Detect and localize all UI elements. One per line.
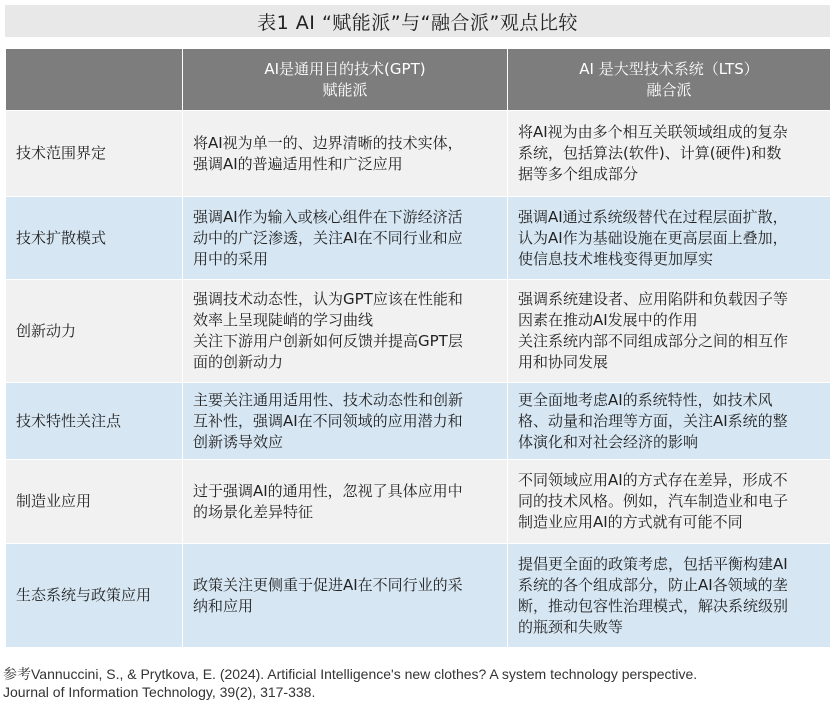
cell-line: 用和协同发展 bbox=[518, 353, 609, 371]
cell-line: 动中的广泛渗透，关注AI在不同行业和应 bbox=[193, 228, 463, 247]
cell-line: 关注下游用户创新如何反馈并提高GPT层 bbox=[193, 332, 463, 350]
cell-line: 强调技术动态性，认为GPT应该在性能和 bbox=[193, 290, 463, 308]
cell-gpt bbox=[183, 111, 508, 197]
cell-line: 强调AI作为输入或核心组件在下游经济活 bbox=[193, 207, 463, 226]
table-header-row bbox=[6, 49, 831, 111]
cell-lts bbox=[508, 280, 831, 383]
cell-line: 的瓶颈和失败等 bbox=[518, 617, 624, 636]
cell-line: 将AI视为由多个相互关联领域组成的复杂 bbox=[518, 123, 788, 141]
row-label: 生态系统与政策应用 bbox=[6, 544, 183, 648]
cell-line: 不同领域应用AI的方式存在差异，形成不 bbox=[518, 471, 788, 489]
row-label: 技术扩散模式 bbox=[6, 197, 183, 280]
cell-gpt bbox=[183, 460, 508, 544]
header-corner-cell bbox=[6, 49, 183, 111]
cell-line: 因素在推动AI发展中的作用 bbox=[518, 311, 698, 329]
cell-line: 互补性，强调AI在不同领域的应用潜力和 bbox=[193, 411, 463, 430]
header-gpt-title: AI是通用目的技术(GPT) bbox=[264, 59, 426, 78]
cell-line: 同的技术风格。例如，汽车制造业和电子 bbox=[518, 492, 789, 510]
cell-line: 强调AI的普遍适用性和广泛应用 bbox=[193, 154, 403, 173]
header-lts bbox=[508, 49, 831, 111]
cell-line: 强调AI通过系统级替代在过程层面扩散， bbox=[518, 207, 788, 226]
cell-line: 系统的各个组成部分，防止AI各领域的垄 bbox=[518, 575, 788, 594]
cell-line: 过于强调AI的通用性，忽视了具体应用中 bbox=[193, 481, 463, 500]
reference-note bbox=[3, 665, 832, 701]
cell-lts bbox=[508, 111, 831, 197]
row-label: 技术范围界定 bbox=[6, 111, 183, 197]
cell-lts bbox=[508, 460, 831, 544]
table-title: 表1 AI “赋能派”与“融合派”观点比较 bbox=[5, 5, 830, 37]
cell-line: 创新诱导效应 bbox=[193, 432, 284, 451]
cell-line: 提倡更全面的政策考虑，包括平衡构建AI bbox=[518, 554, 788, 573]
cell-line: 断，推动包容性治理模式，解决系统级别 bbox=[518, 596, 789, 615]
cell-line: 认为AI作为基础设施在更高层面上叠加， bbox=[518, 228, 788, 247]
header-lts-school: 融合派 bbox=[646, 80, 692, 99]
cell-line: 强调系统建设者、应用陷阱和负载因子等 bbox=[518, 290, 789, 308]
table-row bbox=[6, 280, 831, 383]
table-row bbox=[6, 383, 831, 460]
cell-gpt bbox=[183, 280, 508, 383]
cell-line: 关注系统内部不同组成部分之间的相互作 bbox=[518, 332, 789, 350]
table-row bbox=[6, 544, 831, 648]
cell-line: 用中的采用 bbox=[193, 249, 269, 268]
cell-line: 据等多个组成部分 bbox=[518, 165, 639, 183]
cell-lts bbox=[508, 197, 831, 280]
cell-line: 面的创新动力 bbox=[193, 353, 284, 371]
table-row bbox=[6, 197, 831, 280]
cell-line: 政策关注更侧重于促进AI在不同行业的采 bbox=[193, 575, 463, 594]
cell-lts bbox=[508, 544, 831, 648]
cell-line: 的场景化差异特征 bbox=[193, 502, 314, 521]
cell-line: 将AI视为单一的、边界清晰的技术实体， bbox=[193, 133, 463, 152]
reference-line-2: Journal of Information Technology, 39(2), 317-338. bbox=[3, 684, 316, 700]
cell-line: 体演化和对社会经济的影响 bbox=[518, 432, 699, 451]
cell-gpt bbox=[183, 383, 508, 460]
header-gpt bbox=[183, 49, 508, 111]
table-row bbox=[6, 460, 831, 544]
table-row bbox=[6, 111, 831, 197]
cell-line: 纳和应用 bbox=[193, 596, 254, 615]
header-lts-title: AI 是大型技术系统（LTS） bbox=[579, 59, 759, 78]
row-label: 创新动力 bbox=[6, 280, 183, 383]
cell-line: 效率上呈现陡峭的学习曲线 bbox=[193, 311, 374, 329]
row-label: 制造业应用 bbox=[6, 460, 183, 544]
cell-lts bbox=[508, 383, 831, 460]
cell-line: 制造业应用AI的方式就有可能不同 bbox=[518, 513, 743, 531]
reference-line-1: 参考Vannuccini, S., & Prytkova, E. (2024). Artificial Intelligence's new clothes? A system technology perspective. bbox=[3, 666, 698, 682]
header-gpt-school: 赋能派 bbox=[322, 80, 368, 99]
cell-line: 格、动量和治理等方面，关注AI系统的整 bbox=[518, 411, 788, 430]
cell-line: 系统，包括算法(软件)、计算(硬件)和数 bbox=[518, 144, 782, 162]
comparison-table bbox=[5, 48, 831, 648]
cell-gpt bbox=[183, 197, 508, 280]
cell-line: 使信息技术堆栈变得更加厚实 bbox=[518, 249, 714, 268]
cell-line: 更全面地考虑AI的系统特性，如技术风 bbox=[518, 390, 773, 409]
cell-line: 主要关注通用适用性、技术动态性和创新 bbox=[193, 390, 464, 409]
row-label: 技术特性关注点 bbox=[6, 383, 183, 460]
cell-gpt bbox=[183, 544, 508, 648]
